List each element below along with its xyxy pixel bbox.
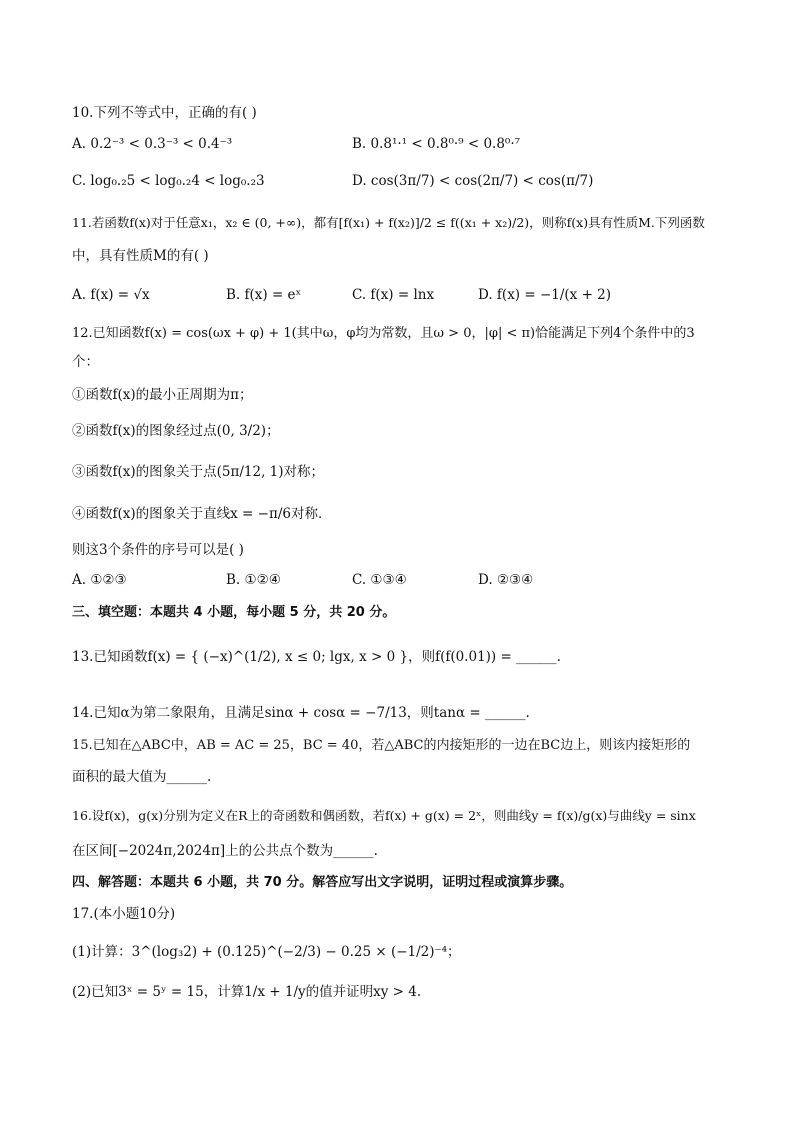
q12-condition-3: ③函数f(x)的图象关于点(5π/12, 1)对称； <box>72 464 325 480</box>
q17-heading: 17.(本小题10分) <box>72 906 176 922</box>
q10-option-b: B. 0.8¹·¹ < 0.8⁰·⁹ < 0.8⁰·⁷ <box>352 136 521 152</box>
q10-option-c: C. log₀.₂5 < log₀.₂4 < log₀.₂3 <box>72 173 265 189</box>
q15-line2: 面积的最大值为______. <box>72 769 212 785</box>
q10-option-d: D. cos(3π/7) < cos(2π/7) < cos(π/7) <box>352 173 594 189</box>
q10-stem: 10.下列不等式中，正确的有( ) <box>72 105 257 121</box>
q16-line1: 16.设f(x)，g(x)分别为定义在R上的奇函数和偶函数，若f(x) + g(x) = 2ˣ，则曲线y = f(x)/g(x)与曲线y = sinx <box>72 808 696 823</box>
q11-line2: 中，具有性质M的有( ) <box>72 248 209 264</box>
q12-ask: 则这3个条件的序号可以是( ) <box>72 542 244 558</box>
q12-option-d: D. ②③④ <box>478 572 534 588</box>
section-3-heading: 三、填空题：本题共 4 小题，每小题 5 分，共 20 分。 <box>72 605 396 620</box>
q12-condition-4: ④函数f(x)的图象关于直线x = −π/6对称． <box>72 506 332 522</box>
q15-line1: 15.已知在△ABC中，AB = AC = 25，BC = 40，若△ABC的内接矩形的一边在BC边上，则该内接矩形的 <box>72 738 691 753</box>
q12-option-a: A. ①②③ <box>72 572 127 588</box>
q11-option-c: C. f(x) = lnx <box>352 287 435 303</box>
q17-part-1: (1)计算：3^(log₃2) + (0.125)^(−2/3) − 0.25 × (−1/2)⁻⁴； <box>72 944 461 960</box>
q12-line1: 12.已知函数f(x) = cos(ωx + φ) + 1(其中ω，φ均为常数，且ω > 0，|φ| < π)恰能满足下列4个条件中的3 <box>72 326 695 341</box>
q11-option-a: A. f(x) = √x <box>72 287 150 303</box>
q11-option-b: B. f(x) = eˣ <box>226 287 302 303</box>
q17-part-2: (2)已知3ˣ = 5ʸ = 15，计算1/x + 1/y的值并证明xy > 4. <box>72 984 422 1000</box>
q11-option-d: D. f(x) = −1/(x + 2) <box>478 287 612 303</box>
q11-line1: 11.若函数f(x)对于任意x₁，x₂ ∈ (0, +∞)，都有[f(x₁) + f(x₂)]/2 ≤ f((x₁ + x₂)/2)，则称f(x)具有性质M.下列函数 <box>72 215 705 230</box>
q10-option-a: A. 0.2⁻³ < 0.3⁻³ < 0.4⁻³ <box>72 136 233 152</box>
q12-option-b: B. ①②④ <box>226 572 281 588</box>
section-4-heading: 四、解答题：本题共 6 小题，共 70 分。解答应写出文字说明，证明过程或演算步骤。 <box>72 875 573 890</box>
q12-condition-1: ①函数f(x)的最小正周期为π； <box>72 387 253 403</box>
q14: 14.已知α为第二象限角，且满足sinα + cosα = −7/13，则tanα = ______. <box>72 705 530 721</box>
q12-option-c: C. ①③④ <box>352 572 407 588</box>
q16-line2: 在区间[−2024π,2024π]上的公共点个数为______. <box>72 843 378 859</box>
q13: 13.已知函数f(x) = { (−x)^(1/2), x ≤ 0; lgx, x > 0 }，则f(f(0.01)) = ______. <box>72 649 561 665</box>
q12-condition-2: ②函数f(x)的图象经过点(0, 3/2)； <box>72 423 280 439</box>
q12-line2: 个： <box>72 354 99 370</box>
